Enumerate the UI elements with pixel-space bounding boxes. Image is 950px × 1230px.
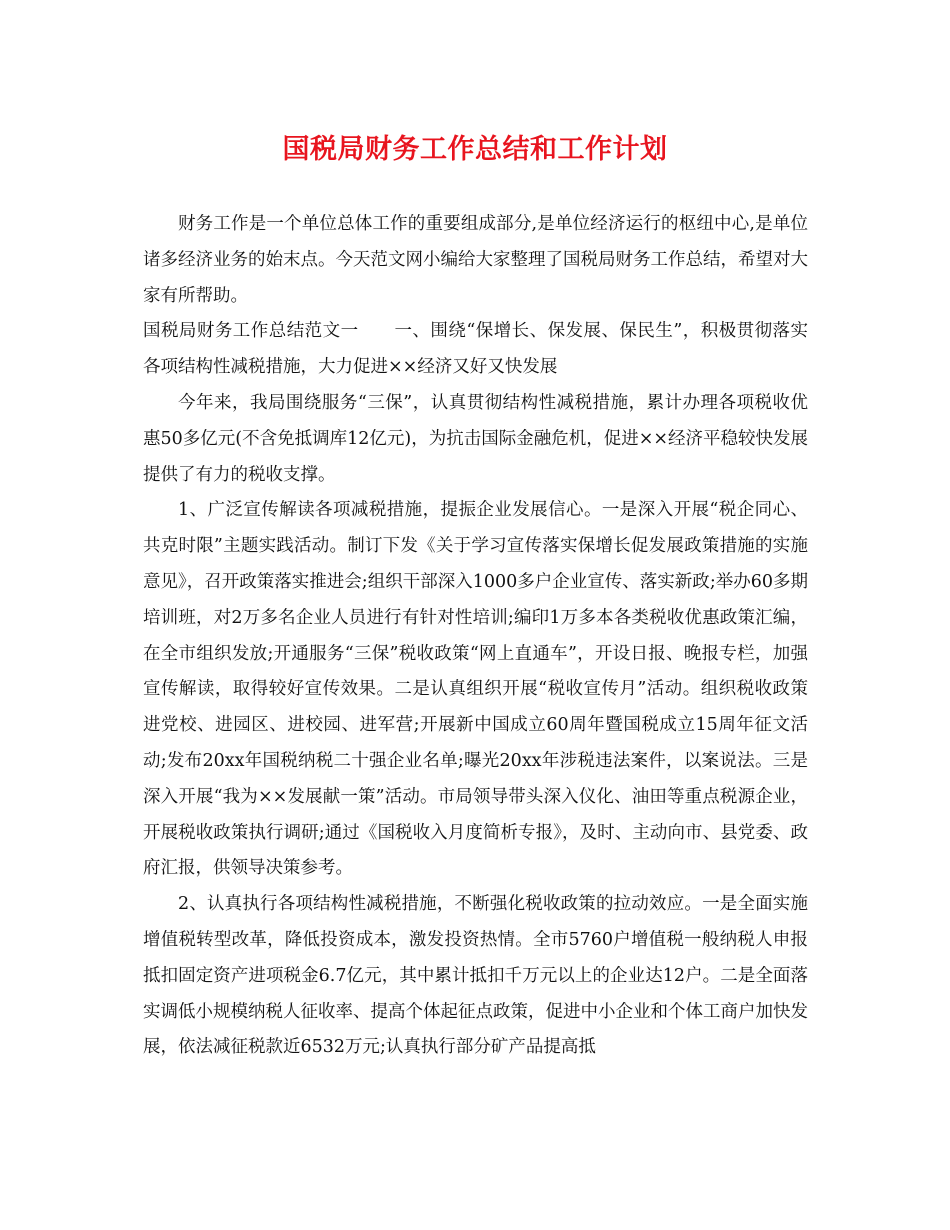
document-body [143,207,808,1066]
document-title: 国税局财务工作总结和工作计划 [282,134,668,165]
paragraph-item-1: 1、广泛宣传解读各项减税措施，提振企业发展信心。一是深入开展“税企同心、共克时限”主题实践活动。制订下发《关于学习宣传落实保增长促发展政策措施的实施意见》，召开政策落实推进会;组织干部深入1000多户企业宣传、落实新政;举办60多期培训班，对2万多名企业人员进行有针对性培训;编印1万多本各类税收优惠政策汇编，在全市组织发放;开通服务“三保”税收政策“网上直通车”，开设日报、晚报专栏，加强宣传解读，取得较好宣传效果。二是认真组织开展“税收宣传月”活动。组织税收政策进党校、进园区、进校园、进军营;开展新中国成立60周年暨国税成立15周年征文活动;发布20xx年国税纳税二十强企业名单;曝光20xx年涉税违法案件，以案说法。三是深入开展“我为××发展献一策”活动。市局领导带头深入仪化、油田等重点税源企业，开展税收政策执行调研;通过《国税收入月度简析专报》，及时、主动向市、县党委、政府汇报，供领导决策参考。 [143,500,808,879]
paragraph-item-2: 2、认真执行各项结构性减税措施，不断强化税收政策的拉动效应。一是全面实施增值税转型改革，降低投资成本，激发投资热情。全市5760户增值税一般纳税人申报抵扣固定资产进项税金6.7亿元，其中累计抵扣千万元以上的企业达12户。二是全面落实调低小规模纳税人征收率、提高个体起征点政策，促进中小企业和个体工商户加快发展，依法减征税款近6532万元;认真执行部分矿产品提高抵 [143,894,808,1058]
paragraph-overview: 今年来，我局围绕服务“三保”，认真贯彻结构性减税措施，累计办理各项税收优惠50多亿元(不含免抵调库12亿元)，为抗击国际金融危机，促进××经济平稳较快发展提供了有力的税收支撑。 [143,392,809,485]
paragraph-section-heading: 国税局财务工作总结范文一 一、围绕“保增长、保发展、保民生”，积极贯彻落实各项结构性减税措施，大力促进××经济又好又快发展 [143,321,808,378]
paragraph-intro: 财务工作是一个单位总体工作的重要组成部分,是单位经济运行的枢纽中心,是单位诸多经济业务的始末点。今天范文网小编给大家整理了国税局财务工作总结，希望对大家有所帮助。 [143,214,808,306]
